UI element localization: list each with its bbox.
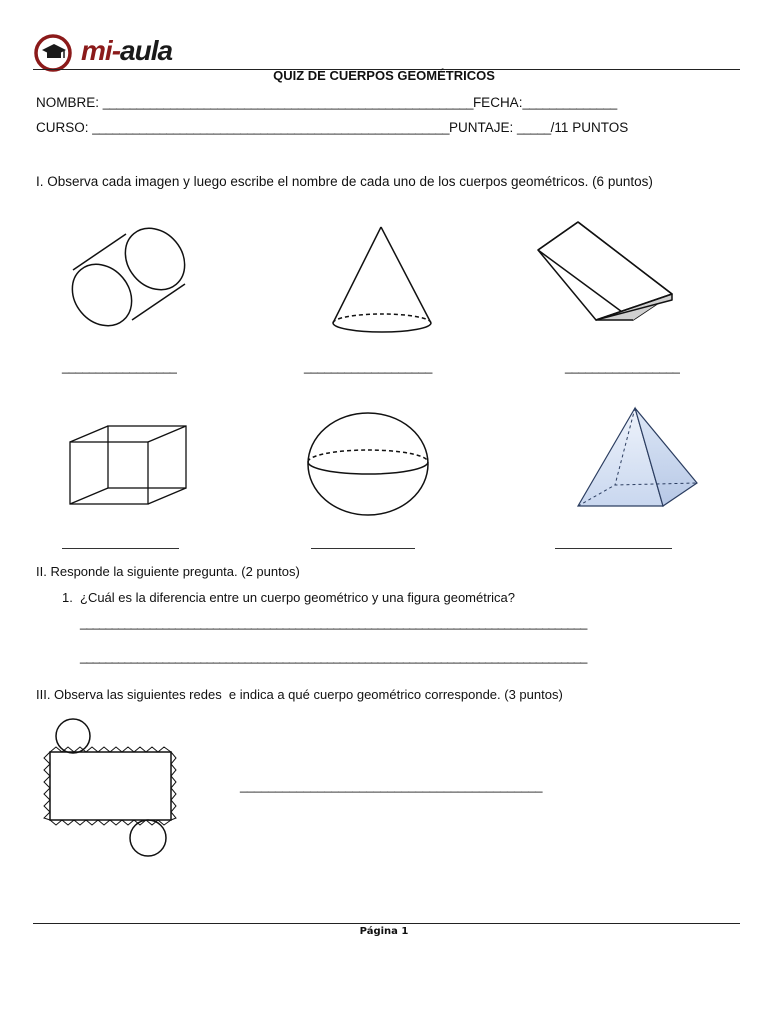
curso-field[interactable]: _____________________________________________________: [92, 120, 449, 135]
nombre-row: [36, 95, 617, 110]
fecha-field[interactable]: ______________: [522, 95, 617, 110]
fecha-label: FECHA:: [472, 95, 523, 110]
puntaje-label: PUNTAJE:: [448, 120, 514, 135]
net-answer-blank[interactable]: ___________________________________________: [240, 778, 543, 793]
nombre-field[interactable]: _______________________________________________________: [102, 95, 473, 110]
graduation-cap-icon: [33, 33, 77, 73]
quiz-title: QUIZ DE CUERPOS GEOMÉTRICOS: [273, 68, 495, 83]
answer-blank-cone[interactable]: ___________________: [304, 359, 432, 374]
section3-instruction: III. Observa las siguientes redes e indica a qué cuerpo geométrico corresponde. (3 puntos): [36, 687, 563, 702]
answer-blank-cylinder[interactable]: _________________: [62, 359, 177, 374]
answer-line-2[interactable]: ________________________________________________________________________________: [80, 649, 587, 664]
page-number: Página 1: [359, 926, 409, 937]
sphere-figure: [305, 410, 431, 518]
cylinder-net-figure: [38, 718, 180, 858]
logo: [33, 33, 183, 73]
curso-row: [36, 120, 628, 135]
pyramid-figure: [575, 405, 700, 513]
question-number: 1.: [62, 590, 73, 605]
prism-figure: [538, 220, 678, 325]
answer-blank-cube[interactable]: —————————: [62, 540, 179, 555]
footer-rule: [33, 923, 740, 924]
curso-label: CURSO:: [36, 120, 89, 135]
cone-figure: [330, 225, 435, 337]
answer-blank-prism[interactable]: _________________: [565, 359, 680, 374]
question-text: ¿Cuál es la diferencia entre un cuerpo geométrico y una figura geométrica?: [80, 590, 516, 605]
answer-line-1[interactable]: ________________________________________________________________________________: [80, 615, 587, 630]
nombre-label: NOMBRE:: [36, 95, 100, 110]
section2-instruction: II. Responde la siguiente pregunta. (2 puntos): [36, 564, 300, 579]
puntaje-total: /11 PUNTOS: [550, 120, 629, 135]
logo-wordmark: mi-aula: [81, 35, 173, 66]
cylinder-figure: [60, 225, 200, 335]
cube-figure: [68, 424, 190, 506]
puntaje-field[interactable]: _____: [517, 120, 551, 135]
section1-instruction: I. Observa cada imagen y luego escribe el nombre de cada uno de los cuerpos geométricos. (6 puntos): [36, 174, 653, 189]
answer-blank-sphere[interactable]: ————————: [311, 540, 415, 555]
answer-blank-pyramid[interactable]: —————————: [555, 540, 672, 555]
